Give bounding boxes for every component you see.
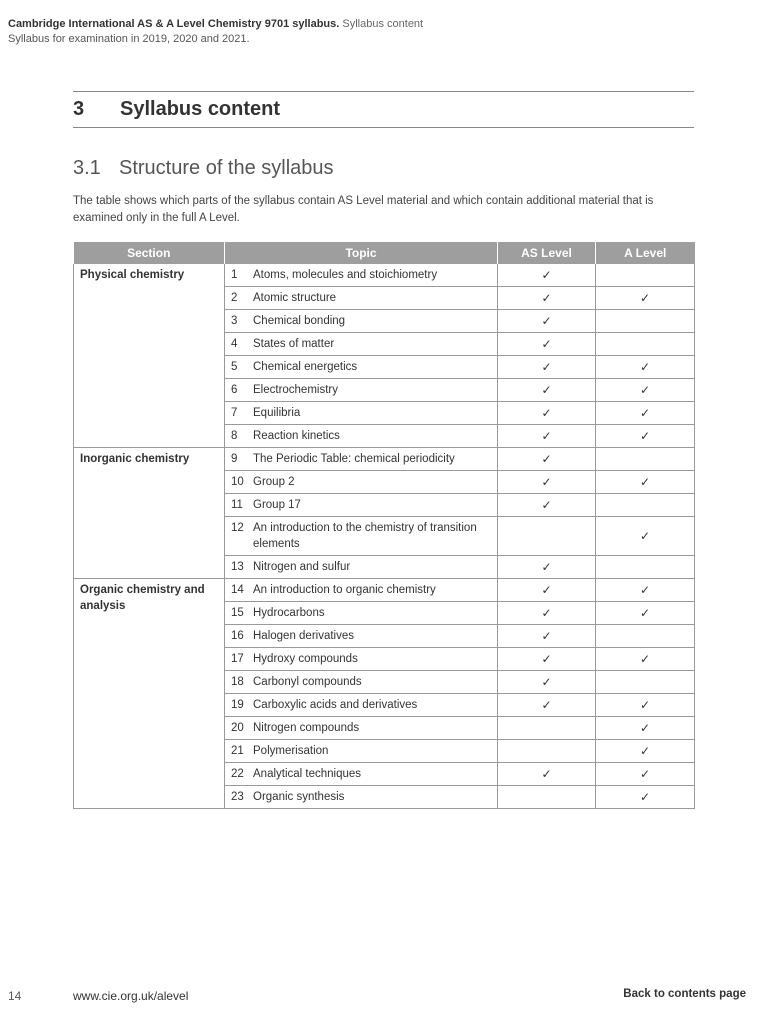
topic-name: Chemical bonding (253, 315, 346, 327)
checkmark-icon: ✓ (541, 383, 552, 397)
a-level-cell (596, 379, 695, 402)
topic-cell (225, 471, 498, 494)
as-level-cell (498, 356, 596, 379)
topic-cell (225, 517, 498, 556)
a-level-cell (596, 671, 695, 694)
topic-number: 22 (231, 768, 244, 780)
a-level-cell (596, 602, 695, 625)
checkmark-icon: ✓ (639, 360, 651, 374)
checkmark-icon: ✓ (639, 406, 651, 420)
checkmark-icon: ✓ (541, 583, 552, 597)
topic-number: 8 (231, 430, 238, 442)
running-section: Syllabus content (342, 18, 424, 30)
topic-number: 4 (231, 338, 238, 350)
footer-url-link[interactable]: www.cie.org.uk/alevel (73, 989, 189, 1003)
checkmark-icon: ✓ (639, 790, 651, 804)
document-title: Cambridge International AS & A Level Chemistry 9701 syllabus. (8, 18, 340, 30)
a-level-cell (596, 310, 695, 333)
as-level-cell (498, 448, 596, 471)
as-level-cell (498, 287, 596, 310)
topic-name: Group 2 (253, 476, 295, 488)
a-level-cell (596, 763, 695, 786)
section-cell: Organic chemistry and analysis (74, 579, 225, 809)
as-level-cell (498, 717, 596, 740)
checkmark-icon: ✓ (639, 767, 651, 781)
checkmark-icon: ✓ (639, 429, 651, 443)
table-row (74, 579, 695, 602)
topic-number: 15 (231, 607, 244, 619)
topic-number: 17 (231, 653, 244, 665)
topic-cell (225, 425, 498, 448)
as-level-cell (498, 425, 596, 448)
topic-number: 1 (231, 269, 238, 281)
topic-cell (225, 602, 498, 625)
topic-number: 10 (231, 476, 244, 488)
syllabus-structure-table (73, 242, 695, 809)
topic-cell (225, 556, 498, 579)
column-header-a-level: A Level (596, 242, 695, 264)
table-body (74, 264, 695, 809)
topic-number: 19 (231, 699, 244, 711)
topic-number: 18 (231, 676, 244, 688)
a-level-cell (596, 333, 695, 356)
topic-name: Reaction kinetics (253, 430, 340, 442)
section-title: Structure of the syllabus (119, 157, 334, 179)
as-level-cell (498, 579, 596, 602)
checkmark-icon: ✓ (541, 652, 552, 666)
checkmark-icon: ✓ (541, 675, 552, 689)
a-level-cell (596, 786, 695, 809)
topic-cell (225, 717, 498, 740)
checkmark-icon: ✓ (541, 360, 552, 374)
page-number: 14 (8, 989, 22, 1003)
checkmark-icon: ✓ (541, 291, 552, 305)
section-cell: Inorganic chemistry (74, 448, 225, 579)
topic-number: 9 (231, 453, 238, 465)
topic-cell (225, 356, 498, 379)
column-header-topic: Topic (225, 242, 498, 264)
topic-number: 11 (231, 499, 243, 511)
topic-name: States of matter (253, 338, 335, 350)
checkmark-icon: ✓ (639, 744, 651, 758)
checkmark-icon: ✓ (541, 698, 552, 712)
topic-cell (225, 648, 498, 671)
chapter-heading (73, 91, 694, 128)
a-level-cell (596, 448, 695, 471)
topic-cell (225, 786, 498, 809)
checkmark-icon: ✓ (541, 475, 552, 489)
as-level-cell (498, 740, 596, 763)
checkmark-icon: ✓ (541, 268, 552, 282)
a-level-cell (596, 579, 695, 602)
checkmark-icon: ✓ (639, 383, 651, 397)
topic-cell (225, 333, 498, 356)
a-level-cell (596, 648, 695, 671)
chapter-number: 3 (73, 98, 85, 120)
checkmark-icon: ✓ (541, 560, 552, 574)
checkmark-icon: ✓ (639, 652, 651, 666)
topic-name: The Periodic Table: chemical periodicity (253, 453, 455, 465)
as-level-cell (498, 556, 596, 579)
topic-cell (225, 287, 498, 310)
checkmark-icon: ✓ (541, 498, 552, 512)
topic-number: 23 (231, 791, 244, 803)
checkmark-icon: ✓ (541, 629, 552, 643)
topic-cell (225, 402, 498, 425)
checkmark-icon: ✓ (541, 767, 552, 781)
as-level-cell (498, 763, 596, 786)
section-number: 3.1 (73, 157, 101, 179)
as-level-cell (498, 264, 596, 287)
running-header (8, 17, 423, 47)
topic-cell (225, 763, 498, 786)
topic-cell (225, 448, 498, 471)
a-level-cell (596, 356, 695, 379)
intro-paragraph: The table shows which parts of the syllabus contain AS Level material and which contain additional material that is examined only in the full A Level. (73, 195, 654, 224)
section-cell: Physical chemistry (74, 264, 225, 448)
checkmark-icon: ✓ (541, 337, 552, 351)
checkmark-icon: ✓ (541, 406, 552, 420)
topic-name: Carbonyl compounds (253, 676, 362, 688)
checkmark-icon: ✓ (639, 529, 651, 543)
topic-cell (225, 625, 498, 648)
as-level-cell (498, 602, 596, 625)
topic-name: Hydroxy compounds (253, 653, 358, 665)
back-to-contents-link[interactable]: Back to contents page (623, 988, 746, 1000)
topic-number: 2 (231, 292, 238, 304)
as-level-cell (498, 648, 596, 671)
a-level-cell (596, 425, 695, 448)
a-level-cell (596, 517, 695, 556)
topic-cell (225, 694, 498, 717)
a-level-cell (596, 264, 695, 287)
topic-number: 20 (231, 722, 244, 734)
topic-number: 7 (231, 407, 238, 419)
table-header-row (74, 242, 695, 264)
topic-cell (225, 379, 498, 402)
as-level-cell (498, 625, 596, 648)
topic-number: 16 (231, 630, 244, 642)
checkmark-icon: ✓ (541, 452, 552, 466)
topic-cell (225, 671, 498, 694)
checkmark-icon: ✓ (639, 583, 651, 597)
topic-name: An introduction to the chemistry of transition elements (253, 522, 477, 550)
column-header-section: Section (74, 242, 225, 264)
as-level-cell (498, 471, 596, 494)
topic-cell (225, 494, 498, 517)
a-level-cell (596, 494, 695, 517)
topic-name: Equilibria (253, 407, 301, 419)
checkmark-icon: ✓ (639, 698, 651, 712)
topic-number: 5 (231, 361, 238, 373)
checkmark-icon: ✓ (639, 606, 651, 620)
topic-number: 6 (231, 384, 238, 396)
a-level-cell (596, 740, 695, 763)
topic-name: Organic synthesis (253, 791, 345, 803)
topic-number: 13 (231, 561, 244, 573)
a-level-cell (596, 625, 695, 648)
topic-number: 12 (231, 522, 244, 534)
as-level-cell (498, 333, 596, 356)
topic-name: An introduction to organic chemistry (253, 584, 436, 596)
checkmark-icon: ✓ (541, 606, 552, 620)
checkmark-icon: ✓ (541, 314, 552, 328)
topic-name: Nitrogen and sulfur (253, 561, 351, 573)
checkmark-icon: ✓ (639, 721, 651, 735)
a-level-cell (596, 694, 695, 717)
examination-years: Syllabus for examination in 2019, 2020 and 2021. (8, 33, 250, 45)
a-level-cell (596, 556, 695, 579)
as-level-cell (498, 694, 596, 717)
checkmark-icon: ✓ (541, 429, 552, 443)
as-level-cell (498, 494, 596, 517)
as-level-cell (498, 671, 596, 694)
section-heading (73, 157, 334, 180)
topic-number: 14 (231, 584, 244, 596)
a-level-cell (596, 402, 695, 425)
topic-cell (225, 264, 498, 287)
topic-name: Atoms, molecules and stoichiometry (253, 269, 438, 281)
as-level-cell (498, 379, 596, 402)
a-level-cell (596, 717, 695, 740)
topic-name: Hydrocarbons (253, 607, 325, 619)
a-level-cell (596, 287, 695, 310)
topic-number: 21 (231, 745, 244, 757)
topic-name: Atomic structure (253, 292, 337, 304)
topic-number: 3 (231, 315, 238, 327)
topic-name: Group 17 (253, 499, 301, 511)
topic-name: Halogen derivatives (253, 630, 355, 642)
a-level-cell (596, 471, 695, 494)
topic-cell (225, 740, 498, 763)
topic-name: Nitrogen compounds (253, 722, 360, 734)
as-level-cell (498, 310, 596, 333)
topic-name: Analytical techniques (253, 768, 362, 780)
checkmark-icon: ✓ (639, 475, 651, 489)
table-row (74, 264, 695, 287)
as-level-cell (498, 402, 596, 425)
topic-name: Electrochemistry (253, 384, 338, 396)
topic-name: Chemical energetics (253, 361, 358, 373)
topic-name: Carboxylic acids and derivatives (253, 699, 418, 711)
topic-name: Polymerisation (253, 745, 329, 757)
as-level-cell (498, 786, 596, 809)
topic-cell (225, 310, 498, 333)
checkmark-icon: ✓ (639, 291, 651, 305)
column-header-as-level: AS Level (498, 242, 596, 264)
topic-cell (225, 579, 498, 602)
as-level-cell (498, 517, 596, 556)
chapter-title: Syllabus content (120, 98, 281, 120)
table-row (74, 448, 695, 471)
